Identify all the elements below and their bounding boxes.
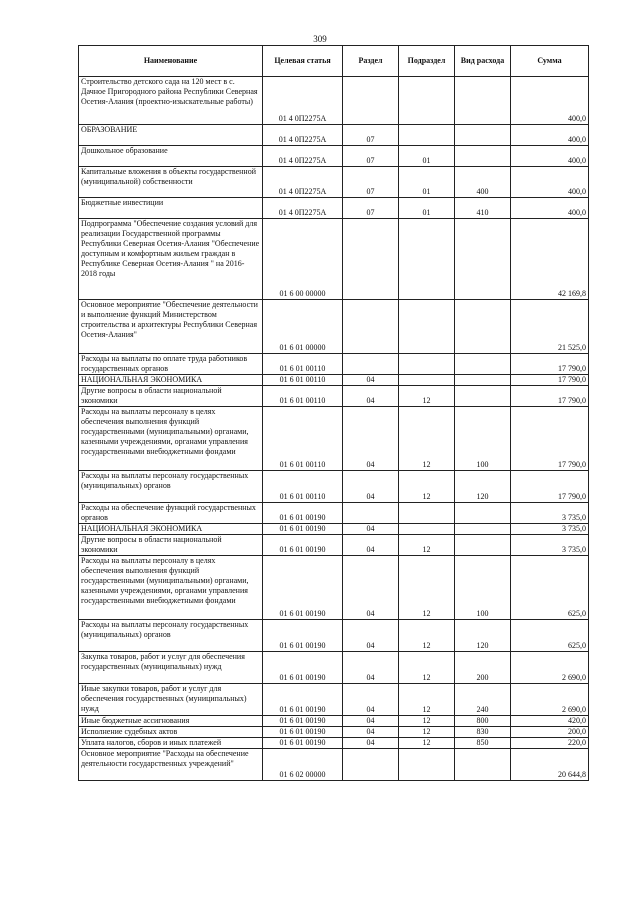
table-cell-name: Расходы на выплаты персоналу государственных (муниципальных) органов	[79, 620, 263, 652]
table-row	[79, 125, 589, 146]
table-cell-section: 07	[343, 146, 399, 167]
table-cell-section: 04	[343, 716, 399, 727]
table-row	[79, 535, 589, 556]
table-cell-amount: 21 525,0	[511, 300, 589, 354]
table-cell-section	[343, 503, 399, 524]
table-cell-name: Расходы на обеспечение функций государственных органов	[79, 503, 263, 524]
table-row	[79, 219, 589, 300]
table-cell-name: НАЦИОНАЛЬНАЯ ЭКОНОМИКА	[79, 524, 263, 535]
table-cell-amount: 3 735,0	[511, 535, 589, 556]
table-cell-name: Расходы на выплаты по оплате труда работников государственных органов	[79, 354, 263, 375]
table-row	[79, 524, 589, 535]
table-cell-name: Расходы на выплаты персоналу в целях обеспечения выполнения функций государственными (муниципальными) органами, казенными учреждениями, органами управления государственными внебюджетными фондами	[79, 407, 263, 471]
table-cell-expense-type	[455, 386, 511, 407]
header-section: Раздел	[343, 46, 399, 77]
table-row	[79, 375, 589, 386]
table-cell-code: 01 6 01 00110	[263, 471, 343, 503]
table-cell-subsection: 12	[399, 727, 455, 738]
table-cell-code: 01 6 02 00000	[263, 749, 343, 781]
header-amount: Сумма	[511, 46, 589, 77]
table-cell-section: 04	[343, 535, 399, 556]
table-cell-name: Другие вопросы в области национальной экономики	[79, 535, 263, 556]
table-cell-section: 04	[343, 684, 399, 716]
table-cell-amount: 200,0	[511, 727, 589, 738]
table-cell-section: 04	[343, 727, 399, 738]
budget-table	[78, 45, 589, 781]
table-cell-amount: 42 169,8	[511, 219, 589, 300]
table-cell-code: 01 6 01 00110	[263, 386, 343, 407]
table-cell-expense-type	[455, 375, 511, 386]
table-cell-amount: 400,0	[511, 146, 589, 167]
table-cell-code: 01 6 01 00190	[263, 535, 343, 556]
table-cell-expense-type: 100	[455, 556, 511, 620]
table-cell-expense-type	[455, 77, 511, 125]
table-cell-code: 01 6 01 00190	[263, 524, 343, 535]
table-cell-name: Расходы на выплаты персоналу в целях обеспечения выполнения функций государственными (муниципальными) органами, казенными учреждениями, органами управления государственными внебюджетными фондами	[79, 556, 263, 620]
table-cell-subsection	[399, 503, 455, 524]
table-cell-section: 04	[343, 620, 399, 652]
table-cell-amount: 400,0	[511, 198, 589, 219]
table-row	[79, 652, 589, 684]
table-row	[79, 198, 589, 219]
table-cell-amount: 625,0	[511, 556, 589, 620]
table-cell-expense-type: 120	[455, 620, 511, 652]
table-cell-expense-type: 830	[455, 727, 511, 738]
table-cell-subsection	[399, 375, 455, 386]
table-cell-amount: 420,0	[511, 716, 589, 727]
table-cell-amount: 3 735,0	[511, 524, 589, 535]
table-cell-section	[343, 219, 399, 300]
table-cell-code: 01 6 01 00190	[263, 716, 343, 727]
table-cell-expense-type	[455, 503, 511, 524]
table-row	[79, 727, 589, 738]
table-cell-amount: 20 644,8	[511, 749, 589, 781]
table-cell-amount: 17 790,0	[511, 386, 589, 407]
table-cell-amount: 400,0	[511, 77, 589, 125]
table-cell-expense-type	[455, 524, 511, 535]
table-cell-code: 01 6 01 00110	[263, 354, 343, 375]
table-row	[79, 77, 589, 125]
table-cell-section: 07	[343, 198, 399, 219]
table-cell-name: Дошкольное образование	[79, 146, 263, 167]
table-cell-section: 07	[343, 125, 399, 146]
table-cell-expense-type: 120	[455, 471, 511, 503]
table-cell-name: Подпрограмма "Обеспечение создания условий для реализации Государственной программы Республики Северная Осетия-Алания "Обеспечение доступным и комфортным жильем граждан в Республике Северная Осетия-Алания " на 2016-2018 годы	[79, 219, 263, 300]
table-cell-code: 01 6 01 00110	[263, 407, 343, 471]
table-cell-subsection: 01	[399, 146, 455, 167]
table-cell-name: Основное мероприятие "Расходы на обеспечение деятельности государственных учреждений"	[79, 749, 263, 781]
table-cell-amount: 400,0	[511, 125, 589, 146]
table-cell-code: 01 4 0П2275А	[263, 146, 343, 167]
table-cell-section	[343, 749, 399, 781]
table-row	[79, 407, 589, 471]
table-cell-section: 04	[343, 652, 399, 684]
table-row	[79, 684, 589, 716]
table-cell-subsection	[399, 300, 455, 354]
table-row	[79, 556, 589, 620]
table-cell-section: 04	[343, 375, 399, 386]
table-cell-subsection	[399, 77, 455, 125]
table-cell-code: 01 6 01 00190	[263, 684, 343, 716]
table-cell-code: 01 6 01 00190	[263, 503, 343, 524]
table-cell-name: Капитальные вложения в объекты государственной (муниципальной) собственности	[79, 167, 263, 198]
table-cell-expense-type	[455, 125, 511, 146]
table-cell-name: Основное мероприятие "Обеспечение деятельности и выполнение функций Министерством строительства и архитектуры Республики Северная Осетия-Алания"	[79, 300, 263, 354]
table-cell-name: Уплата налогов, сборов и иных платежей	[79, 738, 263, 749]
table-cell-subsection	[399, 219, 455, 300]
page-number: 309	[313, 34, 327, 44]
table-row	[79, 354, 589, 375]
table-row	[79, 503, 589, 524]
table-cell-subsection: 12	[399, 471, 455, 503]
table-cell-amount: 17 790,0	[511, 375, 589, 386]
table-row	[79, 300, 589, 354]
table-cell-subsection: 12	[399, 716, 455, 727]
table-cell-subsection: 12	[399, 386, 455, 407]
table-cell-expense-type	[455, 219, 511, 300]
table-cell-section: 04	[343, 738, 399, 749]
table-cell-expense-type	[455, 300, 511, 354]
table-cell-subsection: 01	[399, 198, 455, 219]
table-cell-expense-type	[455, 535, 511, 556]
table-header-row	[79, 46, 589, 77]
header-expense-type: Вид расхода	[455, 46, 511, 77]
table-cell-expense-type: 800	[455, 716, 511, 727]
table-row	[79, 620, 589, 652]
table-cell-code: 01 6 01 00190	[263, 727, 343, 738]
table-cell-subsection: 12	[399, 556, 455, 620]
table-cell-subsection: 12	[399, 407, 455, 471]
table-cell-name: Строительство детского сада на 120 мест в с. Дачное Пригородного района Республики Северная Осетия-Алания (проектно-изыскательные работы)	[79, 77, 263, 125]
header-name: Наименование	[79, 46, 263, 77]
table-cell-expense-type: 850	[455, 738, 511, 749]
table-cell-amount: 400,0	[511, 167, 589, 198]
table-cell-code: 01 4 0П2275А	[263, 167, 343, 198]
table-cell-code: 01 6 01 00190	[263, 652, 343, 684]
table-cell-name: ОБРАЗОВАНИЕ	[79, 125, 263, 146]
header-subsection: Подраздел	[399, 46, 455, 77]
table-cell-subsection: 12	[399, 738, 455, 749]
table-cell-expense-type	[455, 146, 511, 167]
table-cell-expense-type: 200	[455, 652, 511, 684]
table-row	[79, 471, 589, 503]
table-cell-code: 01 4 0П2275А	[263, 77, 343, 125]
table-cell-code: 01 6 01 00110	[263, 375, 343, 386]
table-cell-name: Расходы на выплаты персоналу государственных (муниципальных) органов	[79, 471, 263, 503]
table-cell-section: 04	[343, 524, 399, 535]
table-cell-name: Бюджетные инвестиции	[79, 198, 263, 219]
table-cell-expense-type	[455, 354, 511, 375]
table-cell-subsection: 12	[399, 652, 455, 684]
table-cell-subsection	[399, 749, 455, 781]
table-cell-section	[343, 300, 399, 354]
table-cell-expense-type	[455, 749, 511, 781]
table-cell-subsection	[399, 125, 455, 146]
table-cell-subsection: 12	[399, 684, 455, 716]
table-cell-expense-type: 100	[455, 407, 511, 471]
table-cell-expense-type: 400	[455, 167, 511, 198]
table-cell-code: 01 6 00 00000	[263, 219, 343, 300]
table-row	[79, 146, 589, 167]
header-code: Целевая статья	[263, 46, 343, 77]
table-cell-section: 07	[343, 167, 399, 198]
table-cell-name: Иные бюджетные ассигнования	[79, 716, 263, 727]
table-cell-amount: 2 690,0	[511, 652, 589, 684]
table-row	[79, 386, 589, 407]
table-cell-amount: 17 790,0	[511, 407, 589, 471]
table-cell-expense-type: 410	[455, 198, 511, 219]
table-cell-code: 01 6 01 00190	[263, 620, 343, 652]
table-cell-code: 01 6 01 00190	[263, 556, 343, 620]
table-cell-amount: 17 790,0	[511, 471, 589, 503]
table-cell-code: 01 6 01 00000	[263, 300, 343, 354]
table-cell-amount: 220,0	[511, 738, 589, 749]
table-row	[79, 167, 589, 198]
table-cell-expense-type: 240	[455, 684, 511, 716]
table-cell-section: 04	[343, 386, 399, 407]
table-cell-name: Закупка товаров, работ и услуг для обеспечения государственных (муниципальных) нужд	[79, 652, 263, 684]
table-cell-name: Исполнение судебных актов	[79, 727, 263, 738]
table-cell-section: 04	[343, 556, 399, 620]
table-cell-amount: 3 735,0	[511, 503, 589, 524]
table-cell-code: 01 4 0П2275А	[263, 125, 343, 146]
table-row	[79, 716, 589, 727]
table-cell-subsection	[399, 354, 455, 375]
table-cell-subsection: 12	[399, 535, 455, 556]
table-cell-name: НАЦИОНАЛЬНАЯ ЭКОНОМИКА	[79, 375, 263, 386]
table-cell-section	[343, 354, 399, 375]
table-cell-name: Иные закупки товаров, работ и услуг для обеспечения государственных (муниципальных) нужд	[79, 684, 263, 716]
table-cell-section: 04	[343, 407, 399, 471]
table-cell-amount: 2 690,0	[511, 684, 589, 716]
table-cell-subsection: 01	[399, 167, 455, 198]
table-row	[79, 749, 589, 781]
table-cell-subsection: 12	[399, 620, 455, 652]
table-cell-amount: 17 790,0	[511, 354, 589, 375]
table-cell-section: 04	[343, 471, 399, 503]
table-row	[79, 738, 589, 749]
table-cell-section	[343, 77, 399, 125]
table-cell-amount: 625,0	[511, 620, 589, 652]
table-cell-code: 01 6 01 00190	[263, 738, 343, 749]
table-cell-subsection	[399, 524, 455, 535]
table-cell-name: Другие вопросы в области национальной экономики	[79, 386, 263, 407]
table-cell-code: 01 4 0П2275А	[263, 198, 343, 219]
